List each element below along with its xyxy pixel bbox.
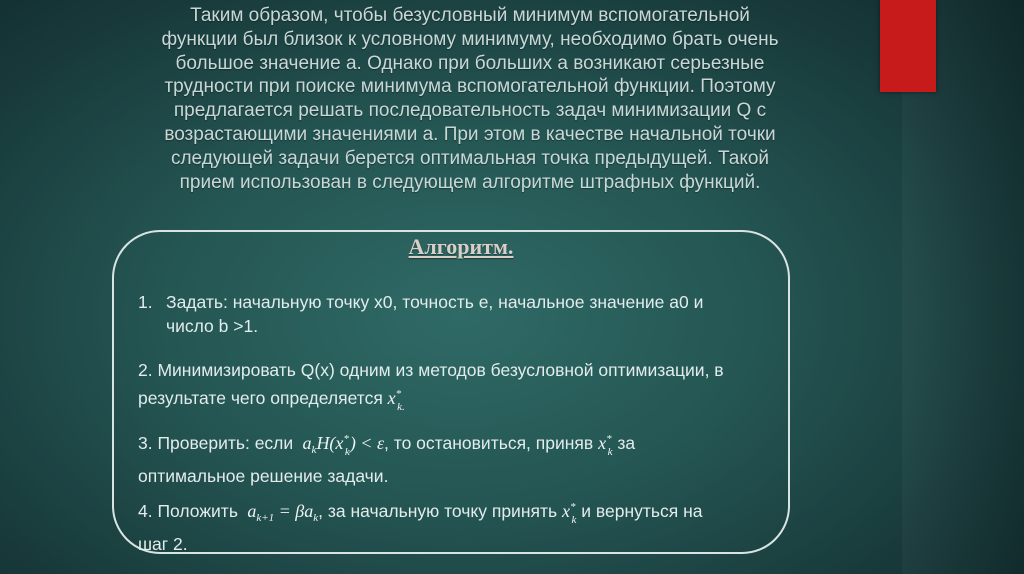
- step-3-line-1-tail: за: [617, 433, 636, 453]
- step-3-line-1-start: 3. Проверить: если: [138, 433, 294, 453]
- step-1-line-1: Задать: начальную точку x0, точность e, начальное значение a0 и: [166, 292, 704, 312]
- step-4-line-1-start: 4. Положить: [138, 501, 238, 521]
- step-3-formula-xk: $x^*_k$: [598, 433, 613, 458]
- step-3-line-1-end: , то остановиться, приняв: [384, 433, 594, 453]
- step-3-line-2: оптимальное решение задачи.: [138, 466, 389, 486]
- step-1-line-2: число b >1.: [166, 316, 259, 336]
- step-2-line-1: 2. Минимизировать Q(x) одним из методов безусловной оптимизации, в: [138, 360, 724, 380]
- step-1-number: 1.: [138, 292, 153, 312]
- algorithm-title: Алгоритм.: [408, 234, 514, 259]
- red-accent-bar: [880, 0, 936, 92]
- intro-paragraph: Таким образом, чтобы безусловный минимум вспомогательной функции был близок к условному минимуму, необходимо брать очень большое значение а. Однако при больших а возникают серьезные трудности при поиске минимума вспомогательной функции. Поэтому предлагается решать последовательность задач минимизации Q с возрастающими значениями а. При этом в качестве начальной точки следующей задачи берется оптимальная точка предыдущей. Такой прием использован в следующем алгоритме штрафных функций.: [161, 5, 779, 193]
- step-2-formula-xk: $x^*_{k.}$: [387, 388, 405, 413]
- step-4-formula-xk: $x^*_k$: [561, 501, 577, 526]
- step-2-line-2: результате чего определяется: [138, 388, 383, 408]
- algorithm-step-2: [138, 358, 724, 419]
- algorithm-step-1: [138, 290, 703, 338]
- algorithm-step-3: [138, 427, 635, 488]
- step-4-line-2: шаг 2.: [138, 534, 188, 554]
- step-4-line-1-mid: , за начальную точку принять: [318, 501, 558, 521]
- step-3-formula-condition: $a_kH(x^*_k) < \varepsilon$: [298, 433, 385, 458]
- algorithm-step-4: [138, 495, 703, 556]
- step-4-line-1-end: и вернуться на: [581, 501, 703, 521]
- step-4-formula-update: $a_{k+1} = \beta a_k$: [242, 501, 319, 524]
